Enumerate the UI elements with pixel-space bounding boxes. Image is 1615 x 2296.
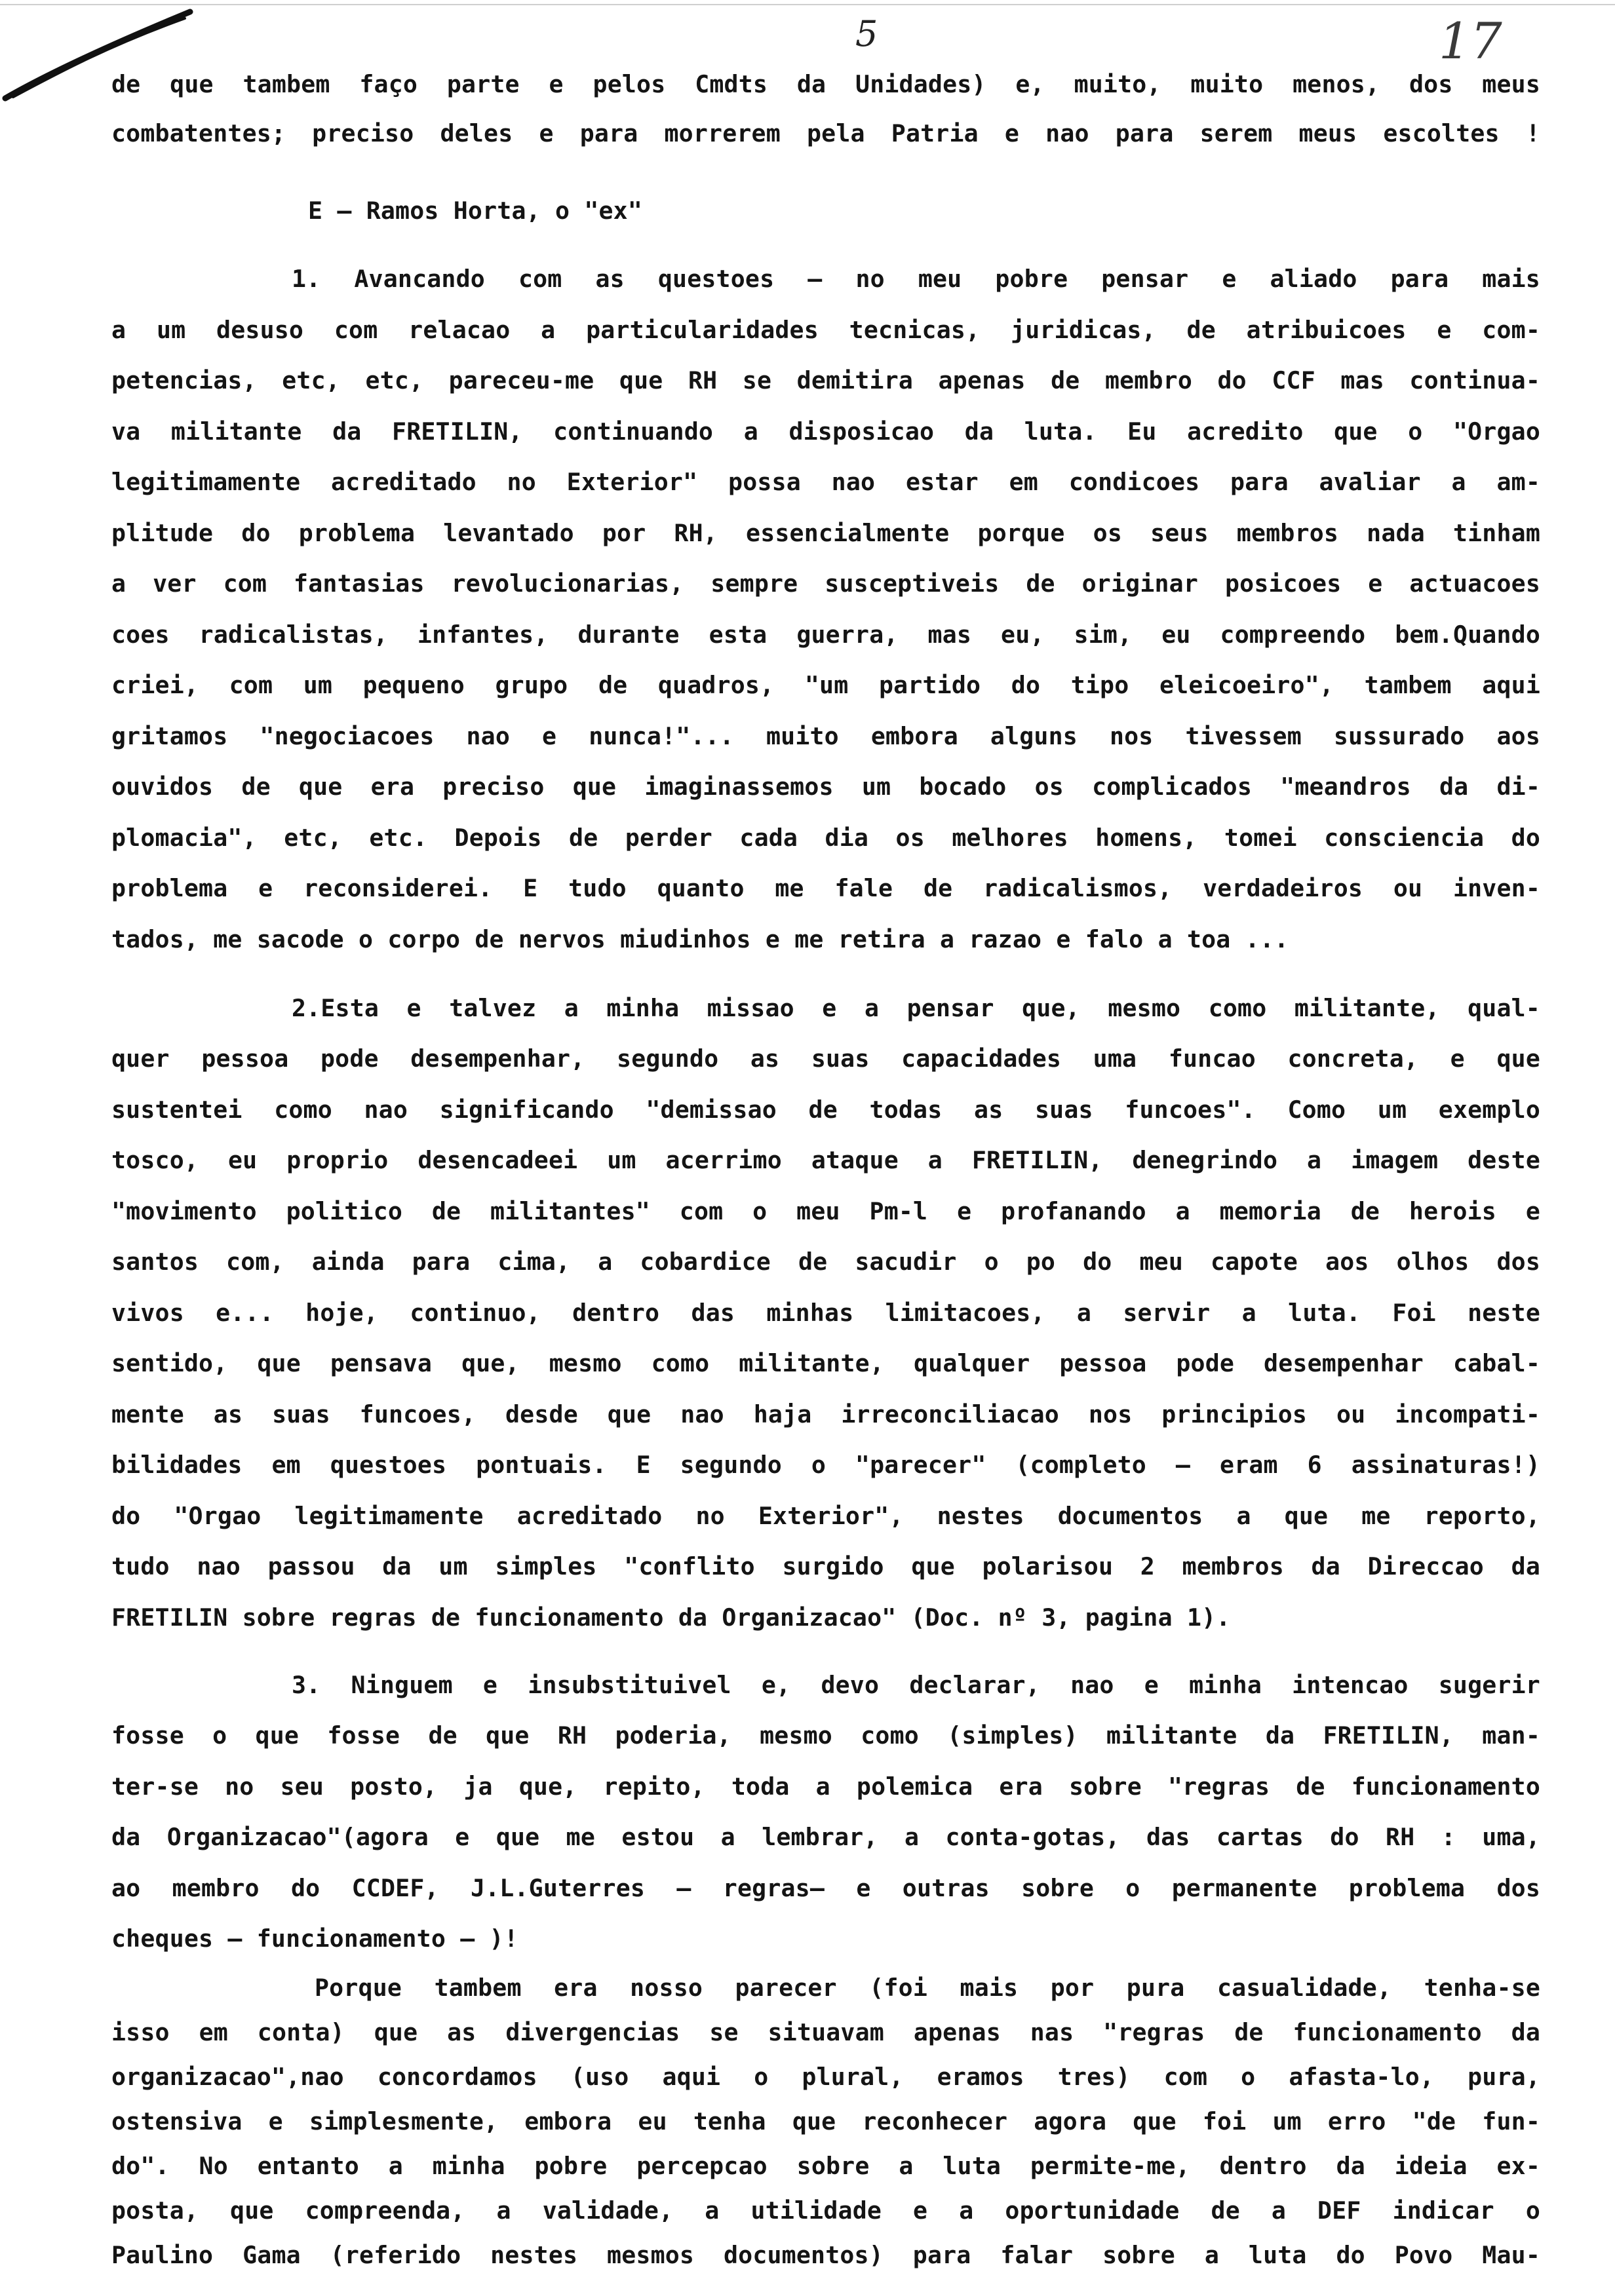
text-line: 1. Avancando com as questoes — no meu pobre pensar e aliado para mais <box>292 265 1540 293</box>
text-line: "movimento politico de militantes" com o meu Pm-l e profanando a memoria de herois e <box>111 1197 1540 1225</box>
text-line: a um desuso com relacao a particularidades tecnicas, juridicas, de atribuicoes e com- <box>111 316 1540 344</box>
text-line: combatentes; preciso deles e para morrerem pela Patria e nao para serem meus escoltes ! <box>111 119 1540 147</box>
text-line: FRETILIN sobre regras de funcionamento da Organizacao" (Doc. nº 3, pagina 1). <box>111 1603 1231 1632</box>
text-line: 3. Ninguem e insubstituivel e, devo declarar, nao e minha intencao sugerir <box>292 1671 1540 1699</box>
text-line: tosco, eu proprio desencadeei um acerrimo ataque a FRETILIN, denegrindo a imagem deste <box>111 1146 1540 1174</box>
text-line: sustentei como nao significando "demissao de todas as suas funcoes". Como um exemplo <box>111 1096 1540 1124</box>
handwritten-annotation: 17 <box>1439 12 1502 70</box>
text-line: posta, que compreenda, a validade, a utilidade e a oportunidade de a DEF indicar o <box>111 2196 1540 2225</box>
text-line: 2.Esta e talvez a minha missao e a pensar que, mesmo como militante, qual- <box>292 994 1540 1022</box>
text-line: mente as suas funcoes, desde que nao haja irreconciliacao nos principios ou incompati- <box>111 1400 1540 1428</box>
text-line: ter-se no seu posto, ja que, repito, toda a polemica era sobre "regras de funcionamento <box>111 1772 1540 1801</box>
text-line: ouvidos de que era preciso que imaginassemos um bocado os complicados "meandros da di- <box>111 773 1540 801</box>
text-line: tudo nao passou da um simples "conflito surgido que polarisou 2 membros da Direccao da <box>111 1552 1540 1580</box>
text-line: organizacao",nao concordamos (uso aqui o plural, eramos tres) com o afasta-lo, pura, <box>111 2063 1540 2091</box>
text-line: petencias, etc, etc, pareceu-me que RH se demitira apenas de membro do CCF mas continua- <box>111 366 1540 394</box>
text-line: plomacia", etc, etc. Depois de perder cada dia os melhores homens, tomei consciencia do <box>111 824 1540 852</box>
text-line: gritamos "negociacoes nao e nunca!"... muito embora alguns nos tivessem sussurado aos <box>111 722 1540 750</box>
text-line: Paulino Gama (referido nestes mesmos documentos) para falar sobre a luta do Povo Mau- <box>111 2241 1540 2269</box>
text-line: de que tambem faço parte e pelos Cmdts da Unidades) e, muito, muito menos, dos meus <box>111 70 1540 98</box>
text-line: criei, com um pequeno grupo de quadros, "um partido do tipo eleicoeiro", tambem aqui <box>111 671 1540 699</box>
text-line: problema e reconsiderei. E tudo quanto me fale de radicalismos, verdadeiros ou inven- <box>111 874 1540 902</box>
text-line: ao membro do CCDEF, J.L.Guterres — regras— e outras sobre o permanente problema dos <box>111 1874 1540 1902</box>
text-line: santos com, ainda para cima, a cobardice de sacudir o po do meu capote aos olhos dos <box>111 1248 1540 1276</box>
page-number: 5 <box>855 13 878 54</box>
text-line: sentido, que pensava que, mesmo como militante, qualquer pessoa pode desempenhar cabal- <box>111 1349 1540 1377</box>
text-line: cheques — funcionamento — )! <box>111 1924 518 1953</box>
text-line: Porque tambem era nosso parecer (foi mais por pura casualidade, tenha-se <box>315 1974 1540 2002</box>
text-line: fosse o que fosse de que RH poderia, mesmo como (simples) militante da FRETILIN, man- <box>111 1721 1540 1750</box>
text-line: legitimamente acreditado no Exterior" possa nao estar em condicoes para avaliar a am- <box>111 468 1540 496</box>
text-line: bilidades em questoes pontuais. E segundo o "parecer" (completo — eram 6 assinaturas!) <box>111 1451 1540 1479</box>
text-line: do "Orgao legitimamente acreditado no Exterior", nestes documentos a que me reporto, <box>111 1502 1540 1530</box>
text-line: isso em conta) que as divergencias se situavam apenas nas "regras de funcionamento da <box>111 2018 1540 2046</box>
section-heading: E — Ramos Horta, o "ex" <box>308 197 643 225</box>
text-line: plitude do problema levantado por RH, essencialmente porque os seus membros nada tinham <box>111 519 1540 547</box>
top-edge-line <box>0 4 1615 5</box>
text-line: vivos e... hoje, continuo, dentro das minhas limitacoes, a servir a luta. Foi neste <box>111 1299 1540 1327</box>
text-line: ostensiva e simplesmente, embora eu tenha que reconhecer agora que foi um erro "de fun- <box>111 2107 1540 2135</box>
text-line: a ver com fantasias revolucionarias, sempre susceptiveis de originar posicoes e actuacoes <box>111 569 1540 598</box>
text-line: tados, me sacode o corpo de nervos miudinhos e me retira a razao e falo a toa ... <box>111 925 1289 953</box>
text-line: va militante da FRETILIN, continuando a disposicao da luta. Eu acredito que o "Orgao <box>111 417 1540 446</box>
text-line: quer pessoa pode desempenhar, segundo as suas capacidades uma funcao concreta, e que <box>111 1044 1540 1073</box>
text-line: do". No entanto a minha pobre percepcao sobre a luta permite-me, dentro da ideia ex- <box>111 2152 1540 2180</box>
text-line: da Organizacao"(agora e que me estou a lembrar, a conta-gotas, das cartas do RH : uma, <box>111 1823 1540 1851</box>
text-line: coes radicalistas, infantes, durante esta guerra, mas eu, sim, eu compreendo bem.Quando <box>111 621 1540 649</box>
